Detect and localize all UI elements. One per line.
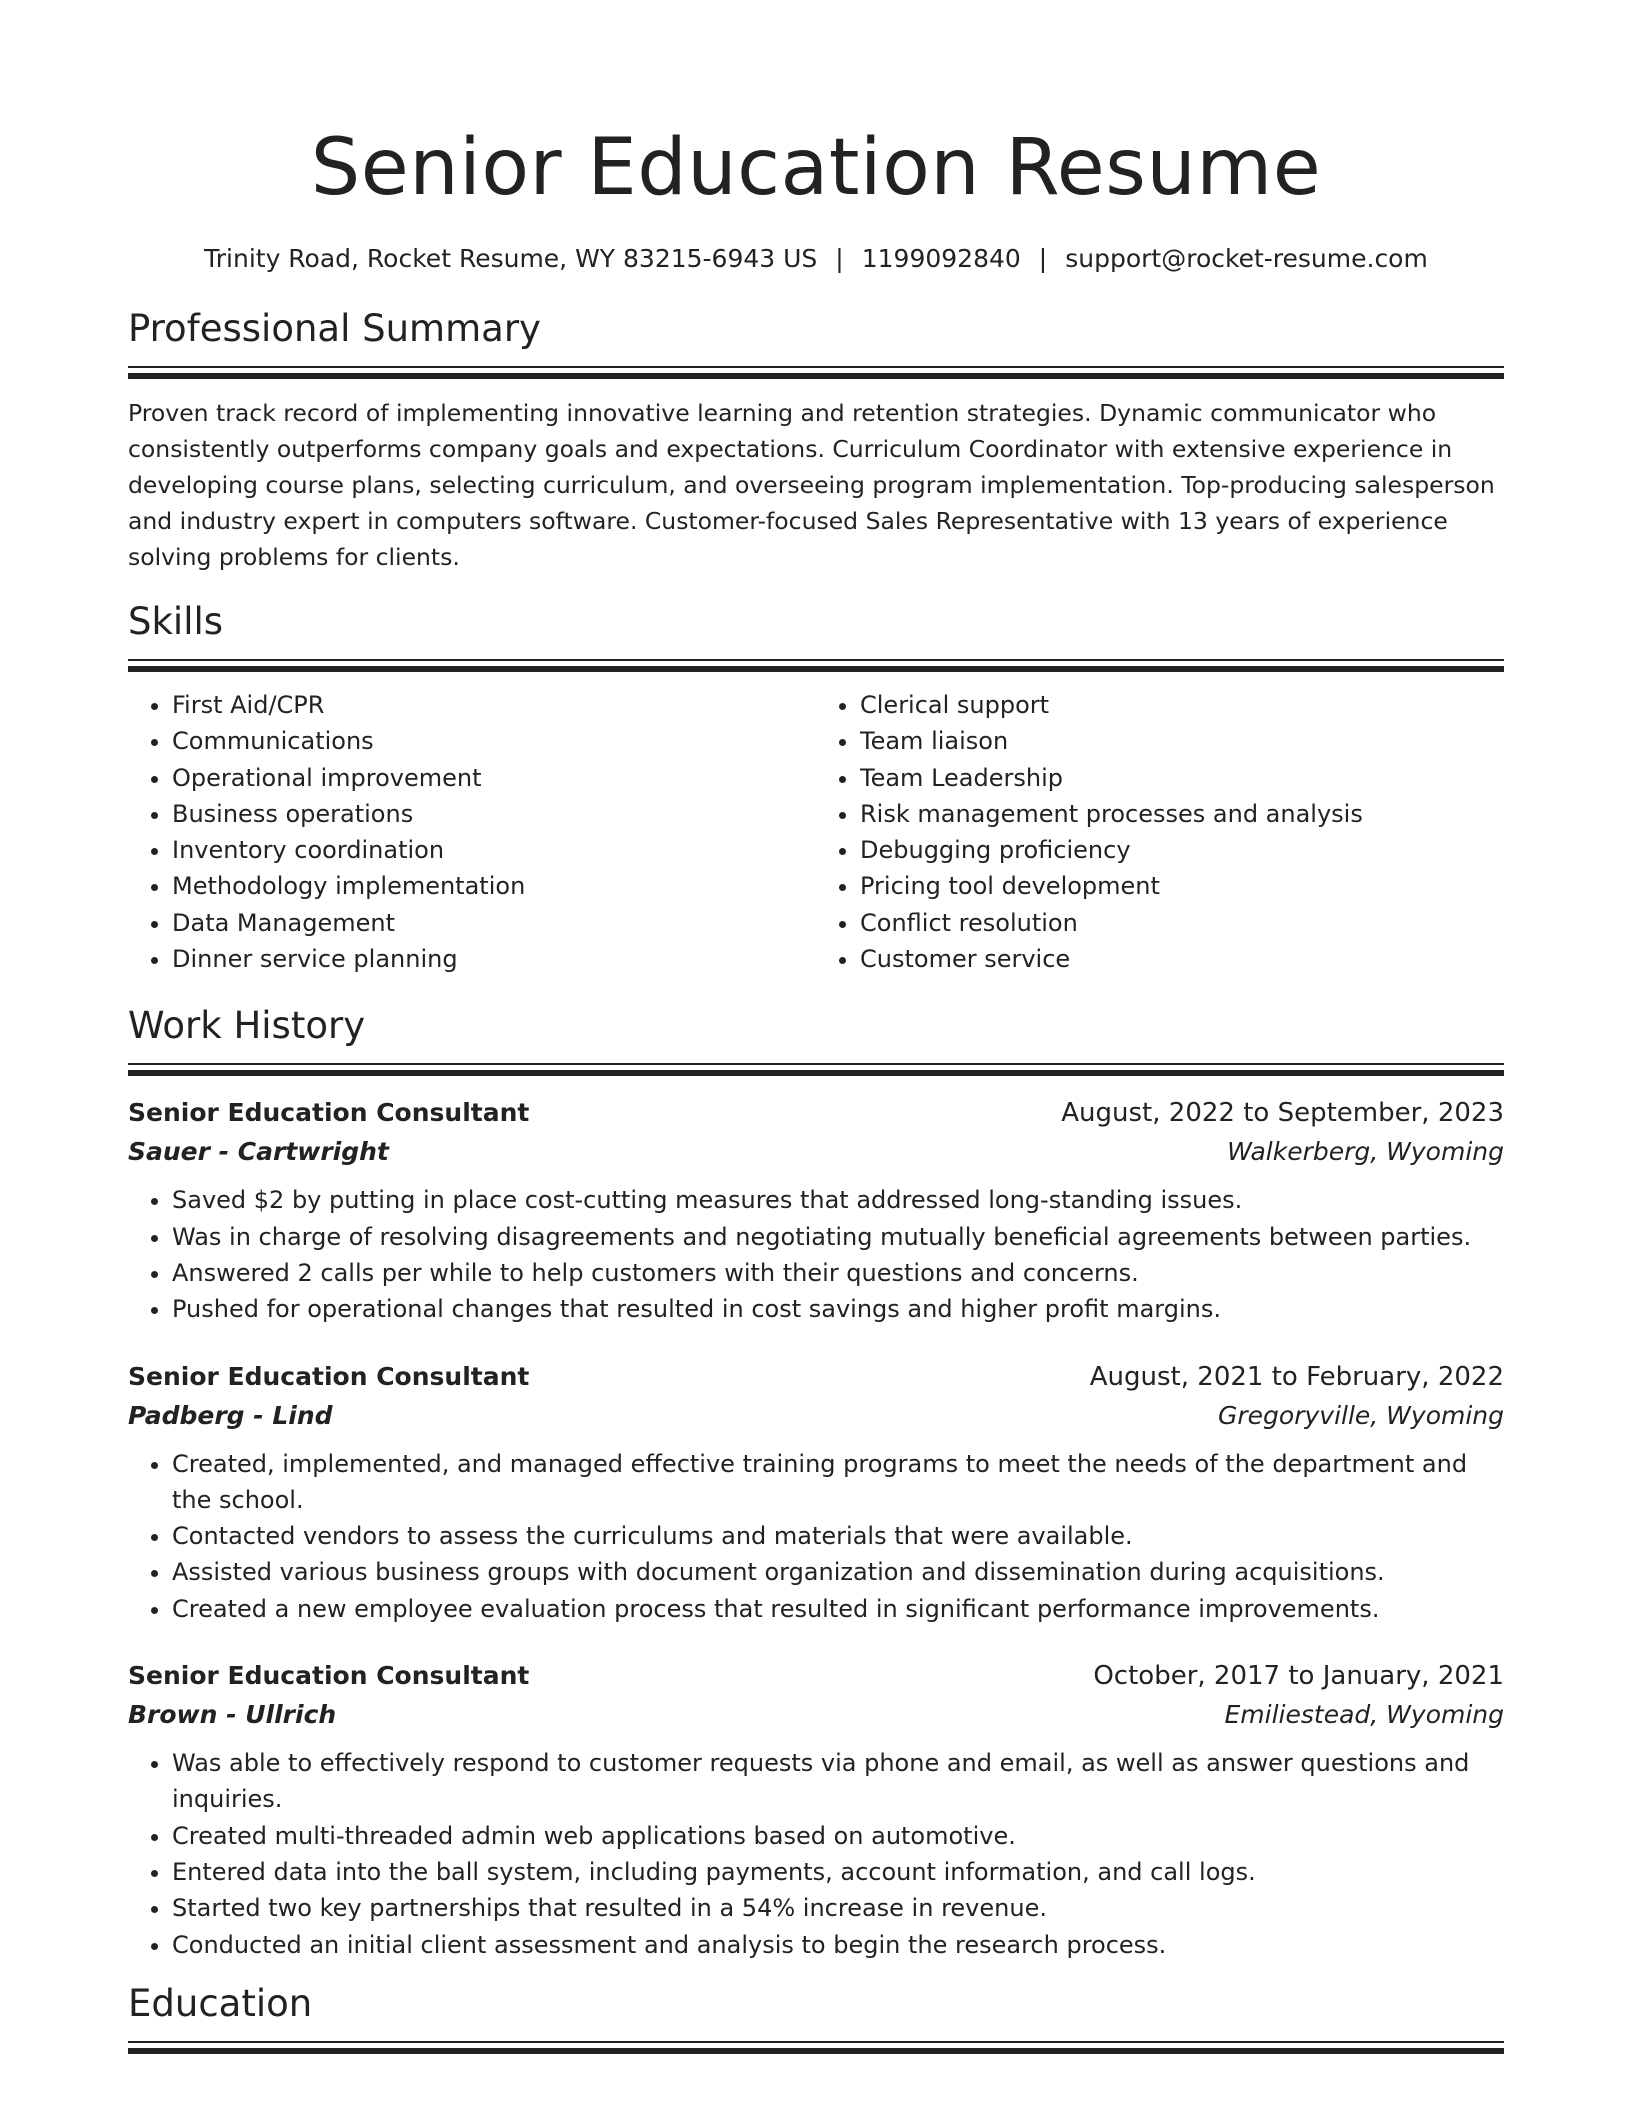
section-heading-summary: Professional Summary [128, 307, 541, 350]
contact-address: Trinity Road, Rocket Resume, WY 83215-6943 US [204, 244, 818, 273]
skill-item: • Dinner service planning [172, 941, 816, 977]
summary-section [128, 306, 1504, 575]
job-location: Gregoryville, Wyoming [1218, 1400, 1504, 1430]
section-divider-thick [128, 666, 1504, 672]
skill-item: • Clerical support [860, 687, 1504, 723]
summary-text: Proven track record of implementing innovative learning and retention strategies. Dynamic communicator who consistently outperforms company goals and expectations. Curriculum Coordinator with extensive experience in developing course plans, selecting curriculum, and overseeing program implementation. Top-producing salesperson and industry expert in computers software. Customer-focused Sales Representative with 13 years of experience solving problems for clients. [128, 399, 1495, 571]
job-bullet: • Created, implemented, and managed effective training programs to meet the needs of the department and the school. [172, 1446, 1504, 1519]
contact-line [128, 242, 1504, 276]
section-divider-thick [128, 2048, 1504, 2054]
job-header-row [128, 1657, 1504, 1695]
section-heading-skills: Skills [128, 600, 224, 643]
job-dates: October, 2017 to January, 2021 [1093, 1661, 1504, 1692]
job-bullets [128, 1446, 1504, 1627]
skill-item: • Data Management [172, 905, 816, 941]
job-bullets [128, 1182, 1504, 1327]
job-entry [128, 1094, 1504, 1327]
skills-section [128, 599, 1504, 977]
section-divider [128, 366, 1504, 368]
job-bullet: • Assisted various business groups with document organization and dissemination during acquisitions. [172, 1554, 1504, 1590]
contact-phone: 1199092840 [861, 244, 1021, 273]
resume-title: Senior Education Resume [310, 123, 1322, 213]
skill-item: • First Aid/CPR [172, 687, 816, 723]
skill-item: • Business operations [172, 796, 816, 832]
skills-list [128, 687, 1504, 977]
education-section [128, 1981, 1504, 2054]
job-bullet: • Was able to effectively respond to customer requests via phone and email, as well as answer questions and inquiries. [172, 1745, 1504, 1818]
skill-item: • Customer service [860, 941, 1504, 977]
work-history-section [128, 1003, 1504, 1962]
skill-item: • Team Leadership [860, 760, 1504, 796]
contact-separator: | [835, 244, 844, 273]
job-title: Senior Education Consultant [128, 1361, 530, 1391]
section-divider [128, 1063, 1504, 1065]
job-company-row [128, 1132, 1504, 1172]
job-entry [128, 1657, 1504, 1963]
section-heading-education: Education [128, 1981, 313, 2025]
contact-email[interactable]: support@rocket-resume.com [1065, 244, 1428, 273]
job-location: Walkerberg, Wyoming [1227, 1137, 1504, 1167]
job-bullet: • Was in charge of resolving disagreements and negotiating mutually beneficial agreements between parties. [172, 1219, 1504, 1255]
skill-item: • Inventory coordination [172, 832, 816, 868]
skill-item: • Communications [172, 723, 816, 759]
skills-column-left [128, 687, 816, 977]
section-heading-work-history: Work History [128, 1004, 366, 1048]
section-divider-thick [128, 373, 1504, 379]
skill-item: • Conflict resolution [860, 905, 1504, 941]
section-divider-thick [128, 1070, 1504, 1076]
skills-column-right [816, 687, 1504, 977]
skill-item: • Risk management processes and analysis [860, 796, 1504, 832]
job-company-row [128, 1695, 1504, 1735]
job-company: Sauer - Cartwright [128, 1137, 389, 1167]
job-dates: August, 2022 to September, 2023 [1061, 1098, 1504, 1129]
skill-item: • Team liaison [860, 723, 1504, 759]
job-dates: August, 2021 to February, 2022 [1089, 1361, 1504, 1392]
job-bullet: • Answered 2 calls per while to help customers with their questions and concerns. [172, 1255, 1504, 1291]
job-bullet: • Pushed for operational changes that resulted in cost savings and higher profit margins. [172, 1291, 1504, 1327]
job-header-row [128, 1094, 1504, 1132]
skill-item: • Pricing tool development [860, 868, 1504, 904]
job-title: Senior Education Consultant [128, 1661, 530, 1691]
contact-separator: | [1038, 244, 1048, 273]
job-bullet: • Started two key partnerships that resulted in a 54% increase in revenue. [172, 1890, 1504, 1926]
skill-item: • Debugging proficiency [860, 832, 1504, 868]
job-bullets [128, 1745, 1504, 1963]
skill-item: • Methodology implementation [172, 868, 816, 904]
section-divider [128, 2041, 1504, 2043]
job-company: Padberg - Lind [128, 1400, 333, 1430]
job-company-row [128, 1396, 1504, 1436]
job-bullet: • Contacted vendors to assess the curriculums and materials that were available. [172, 1518, 1504, 1554]
job-bullet: • Entered data into the ball system, including payments, account information, and call logs. [172, 1854, 1504, 1890]
job-bullet: • Saved $2 by putting in place cost-cutting measures that addressed long-standing issues. [172, 1182, 1504, 1218]
job-bullet: • Created multi-threaded admin web applications based on automotive. [172, 1818, 1504, 1854]
job-location: Emiliestead, Wyoming [1224, 1700, 1504, 1730]
job-bullet: • Created a new employee evaluation process that resulted in significant performance improvements. [172, 1591, 1504, 1627]
job-company: Brown - Ullrich [128, 1700, 337, 1730]
skill-item: • Operational improvement [172, 760, 816, 796]
section-divider [128, 659, 1504, 661]
job-bullet: • Conducted an initial client assessment and analysis to begin the research process. [172, 1927, 1504, 1963]
job-header-row [128, 1358, 1504, 1396]
job-title: Senior Education Consultant [128, 1098, 530, 1128]
job-entry [128, 1358, 1504, 1627]
